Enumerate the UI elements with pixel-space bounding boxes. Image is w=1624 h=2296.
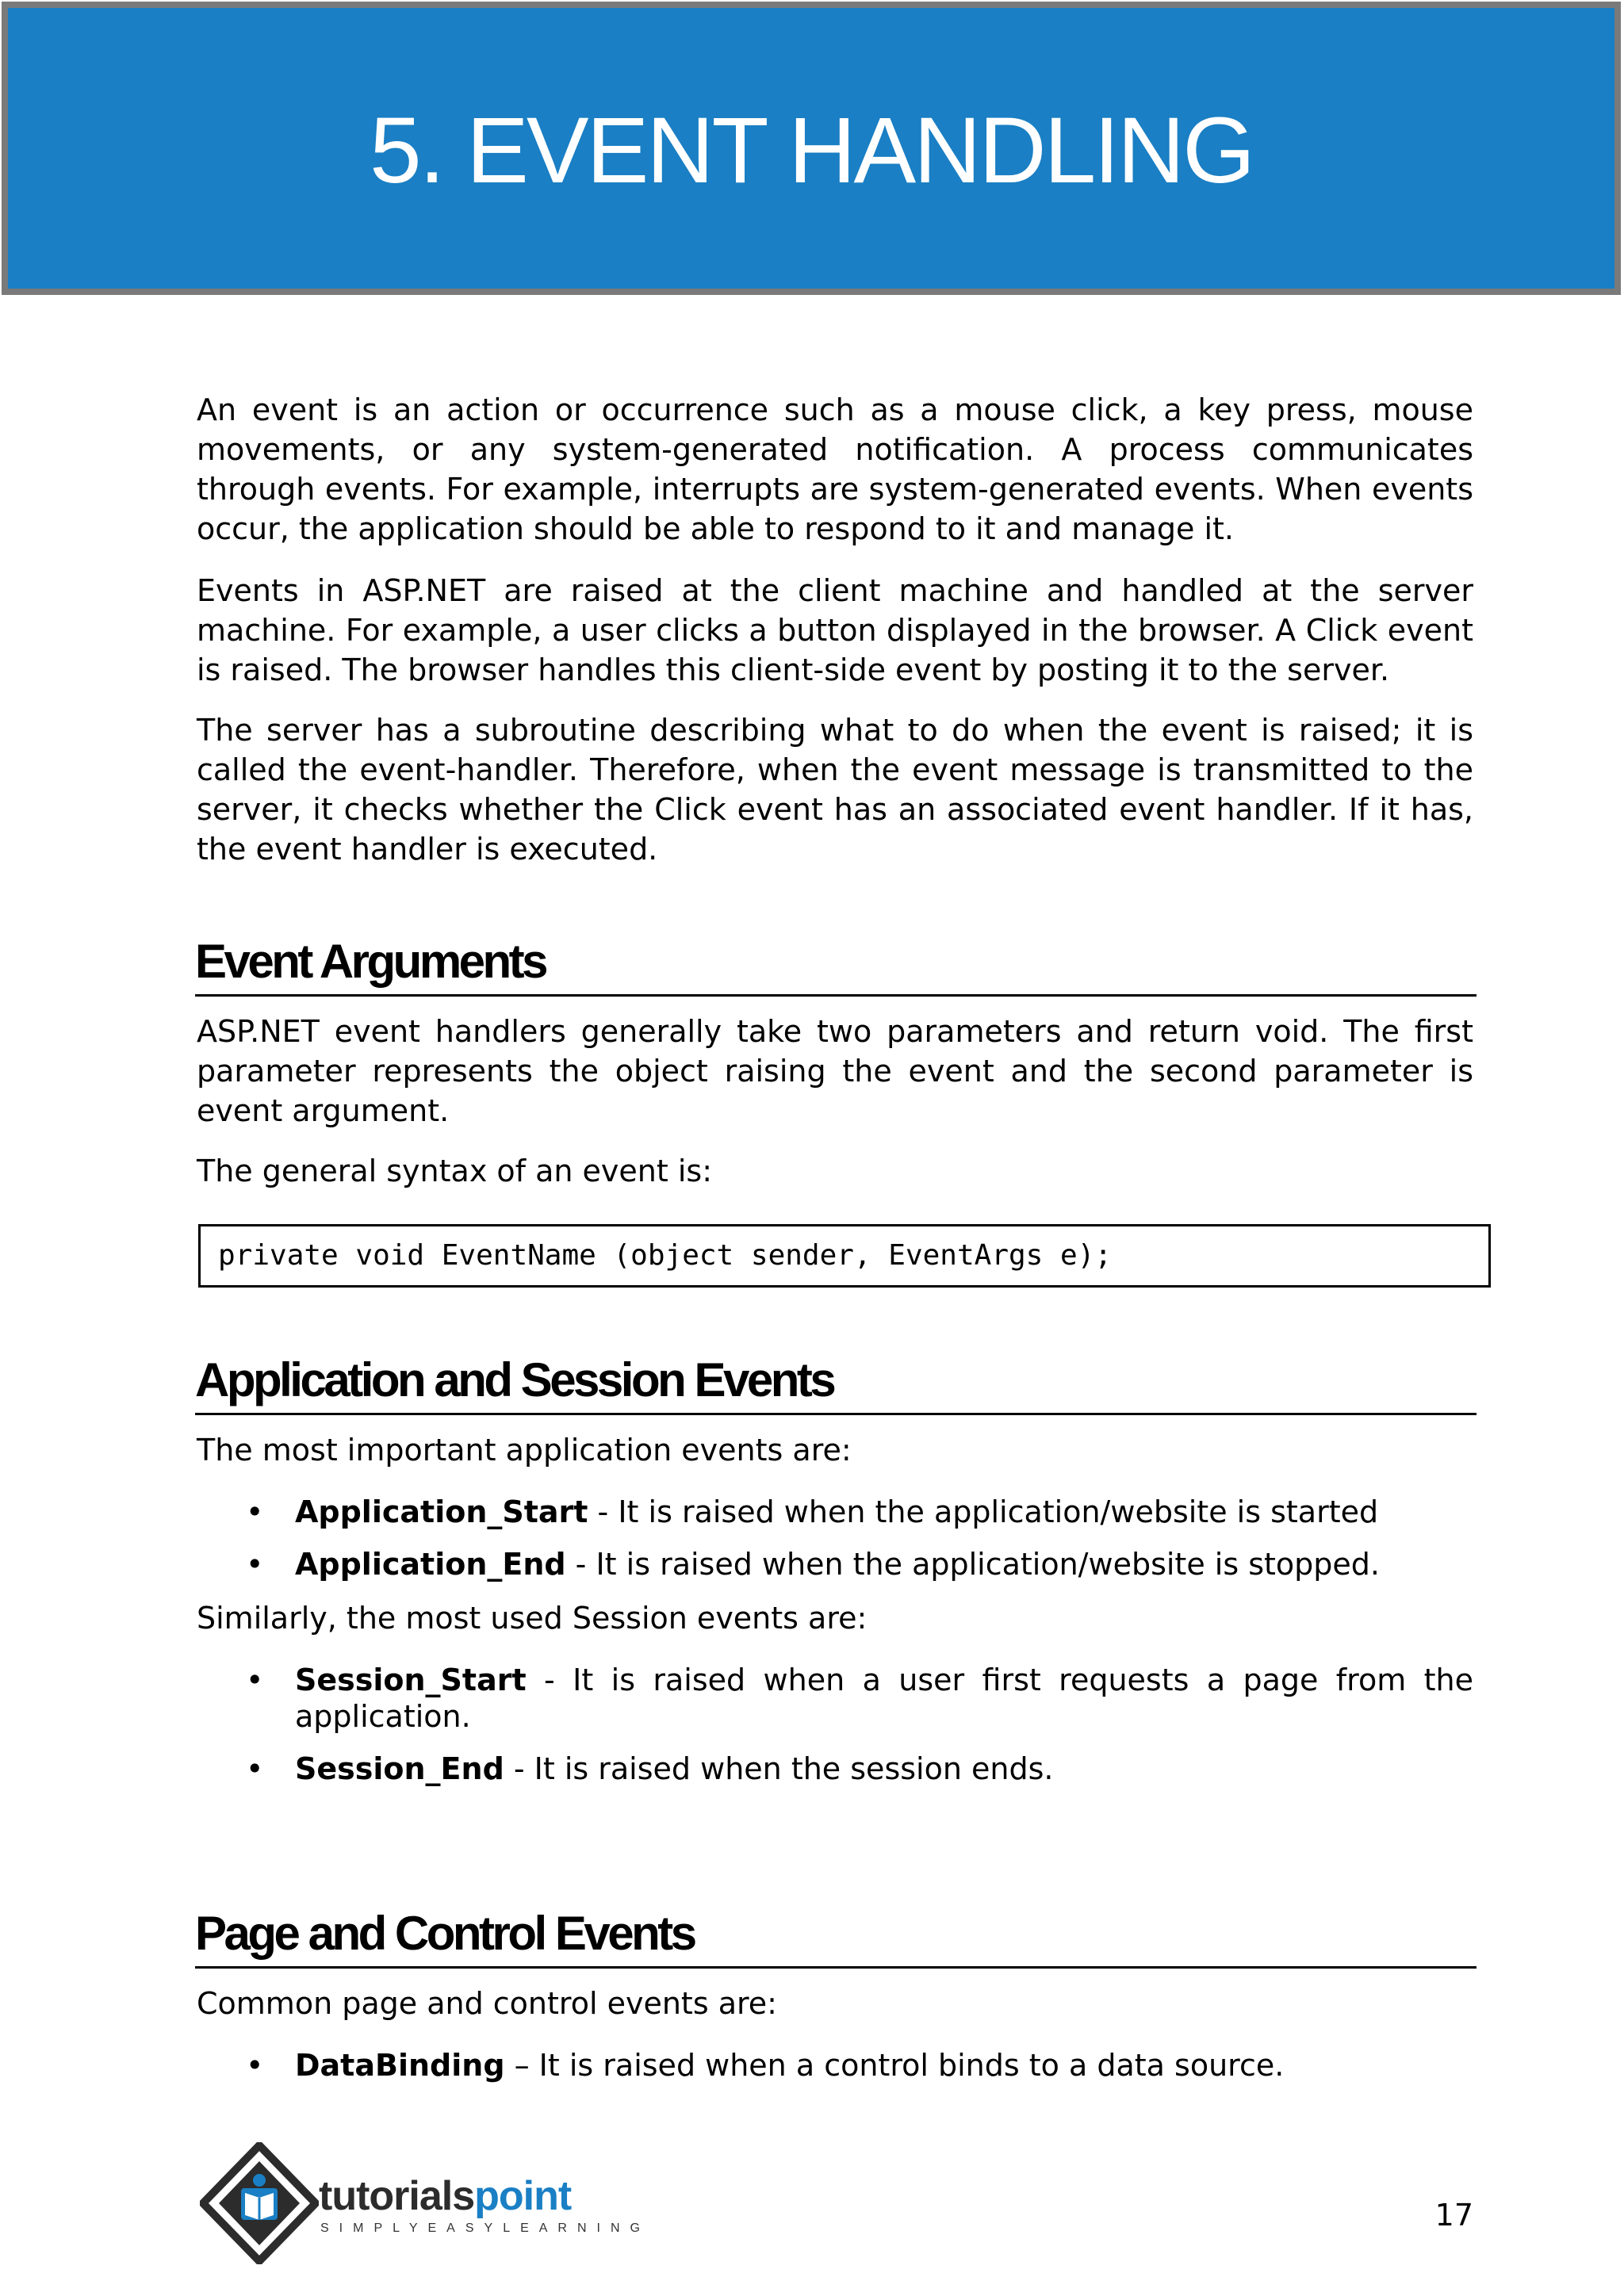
- bullet-icon: •: [246, 1547, 264, 1582]
- heading-event-arguments: Event Arguments: [195, 934, 1477, 997]
- logo-diamond-icon: [200, 2142, 319, 2264]
- event-term: Application_End: [295, 1547, 566, 1582]
- intro-paragraph-3: The server has a subroutine describing what to do when the event is raised; it is called the event-handler. Therefore, when the event message is transmitted to the server, it checks whether the Click event has an associated event handler. If it has, the event handler is executed.: [197, 713, 1473, 867]
- event-description: - It is raised when the application/website is stopped.: [565, 1547, 1380, 1582]
- bullet-icon: •: [246, 1494, 264, 1529]
- page-number: 17: [1434, 2198, 1473, 2233]
- page-control-events-intro: Common page and control events are:: [197, 1986, 777, 2021]
- logo-word-point: point: [474, 2173, 572, 2219]
- session-events-intro: Similarly, the most used Session events are:: [197, 1601, 868, 1636]
- logo-word-tutorials: tutorials: [319, 2173, 475, 2219]
- syntax-intro: The general syntax of an event is:: [197, 1154, 713, 1188]
- event-term: DataBinding: [295, 2048, 505, 2083]
- list-item-application-end: [197, 1546, 1473, 1582]
- bullet-icon: •: [246, 2048, 264, 2083]
- event-term: Session_End: [295, 1751, 504, 1786]
- heading-page-control-events: Page and Control Events: [195, 1906, 1477, 1969]
- list-item-session-end: [197, 1751, 1473, 1787]
- logo-tagline: SIMPLYEASYLEARNING: [320, 2221, 650, 2235]
- chapter-title: 5. EVENT HANDLING: [369, 98, 1254, 203]
- intro-paragraph-1: An event is an action or occurrence such as a mouse click, a key press, mouse movements, or any system-generated notification. A process communicates through events. For example, interrupts are system-generated events. When events occur, the application should be able to respond to it and manage it.: [197, 392, 1473, 546]
- application-events-intro: The most important application events are:: [197, 1433, 852, 1468]
- bullet-icon: •: [246, 1751, 264, 1786]
- event-term: Session_Start: [295, 1663, 527, 1697]
- event-term: Application_Start: [295, 1494, 588, 1529]
- list-item-session-start: [197, 1662, 1473, 1735]
- tutorialspoint-logo: [200, 2142, 650, 2264]
- intro-paragraph-2: Events in ASP.NET are raised at the client machine and handled at the server machine. For example, a user clicks a button displayed in the browser. A Click event is raised. The browser handles this client-side event by posting it to the server.: [197, 573, 1473, 687]
- heading-application-session-events: Application and Session Events: [195, 1353, 1477, 1415]
- event-description: – It is raised when a control binds to a data source.: [504, 2048, 1285, 2083]
- event-arguments-paragraph: ASP.NET event handlers generally take two parameters and return void. The first parameter represents the object raising the event and the second parameter is event argument.: [197, 1014, 1473, 1128]
- list-item-application-start: [197, 1494, 1473, 1530]
- bullet-icon: •: [246, 1663, 264, 1697]
- event-description: - It is raised when a user first requests a page from the application.: [295, 1663, 1473, 1734]
- event-description: - It is raised when the session ends.: [504, 1751, 1054, 1786]
- event-description: - It is raised when the application/website is started: [588, 1494, 1379, 1529]
- logo-wordmark: [319, 2174, 571, 2218]
- code-block: private void EventName (object sender, EventArgs e);: [198, 1224, 1491, 1288]
- chapter-banner: [2, 2, 1621, 295]
- list-item-databinding: [197, 2047, 1473, 2084]
